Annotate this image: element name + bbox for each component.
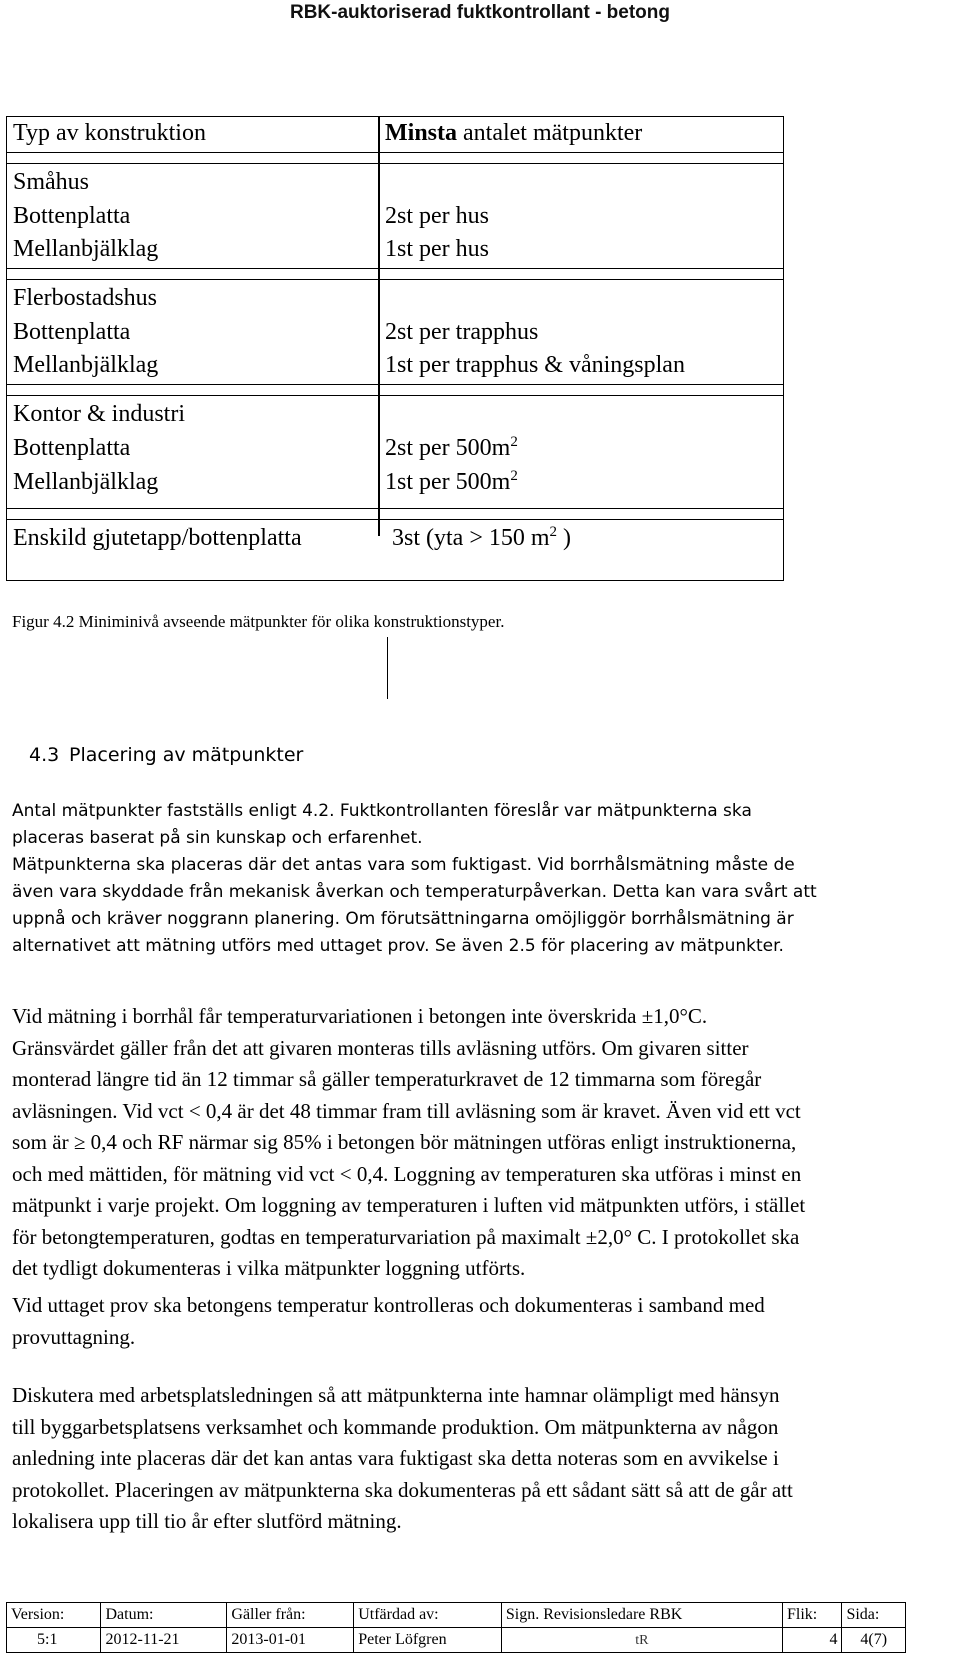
paragraph-line: Antal mätpunkter fastställs enligt 4.2. Fuktkontrollanten föreslår var mätpunkterna ska bbox=[12, 801, 752, 821]
footer-label-tab: Flik: bbox=[782, 1603, 841, 1628]
row-value: 1st per trapphus & våningsplan bbox=[385, 352, 685, 378]
paragraph-line: Vid mätning i borrhål får temperaturvariationen i betongen inte överskrida ±1,0°C. bbox=[12, 1004, 708, 1028]
paragraph-line: uppnå och kräver noggrann planering. Om förutsättningarna omöjliggör borrhålsmätning är bbox=[12, 909, 794, 929]
paragraph-line: Diskutera med arbetsplatsledningen så att mätpunkterna inte hamnar olämpligt med hänsyn bbox=[12, 1383, 780, 1407]
table-row-divider bbox=[6, 268, 784, 269]
paragraph-line: för betongtemperaturen, godtas en temperaturvariation på maximalt ±2,0° C. I protokollet ska bbox=[12, 1224, 800, 1249]
footer-table bbox=[6, 1602, 906, 1653]
paragraph-line: monterad längre tid än 12 timmar så gäller temperaturkravet de 12 timmarna som föregår bbox=[12, 1067, 762, 1091]
table-row-divider bbox=[6, 508, 784, 509]
row-label-mellanbjalklag: Mellanbjälklag bbox=[13, 352, 159, 378]
paragraph-temperature bbox=[12, 1001, 957, 1285]
paragraph-line: och med mättiden, för mätning vid vct < 0,4. Loggning av temperaturen ska utföras i minst en bbox=[12, 1161, 802, 1186]
section-heading bbox=[29, 744, 303, 766]
paragraph-line: lokalisera upp till tio år efter slutförd mätning. bbox=[12, 1509, 402, 1533]
row-value: 2st per trapphus bbox=[385, 319, 539, 345]
table-header-construction-type: Typ av konstruktion bbox=[13, 120, 206, 146]
row-label-mellanbjalklag: Mellanbjälklag bbox=[13, 469, 159, 495]
paragraph-placement bbox=[12, 798, 947, 960]
footer-label-issued-by: Utfärdad av: bbox=[354, 1603, 502, 1628]
footer-label-date: Datum: bbox=[101, 1603, 227, 1628]
paragraph-line: mätpunkt i varje projekt. Om loggning av temperaturen i luften vid mätpunkten utförs, i stället bbox=[12, 1193, 806, 1217]
row-label-bottenplatta: Bottenplatta bbox=[13, 319, 131, 345]
footer-valid-from: 2013-01-01 bbox=[227, 1628, 354, 1653]
table-row-divider bbox=[6, 152, 784, 153]
paragraph-line: även vara skyddade från mekanisk åverkan och temperaturpåverkan. Detta kan vara svårt att bbox=[12, 882, 817, 902]
paragraph-line: protokollet. Placeringen av mätpunkterna ska dokumenteras på ett sådant sätt så att de går att bbox=[12, 1477, 793, 1502]
footer-version: 5:1 bbox=[7, 1628, 101, 1653]
paragraph-line: som är ≥ 0,4 och RF närmar sig 85% i betongen bör mätningen utföras enligt instruktionerna, bbox=[12, 1130, 797, 1154]
section-title: Placering av mätpunkter bbox=[69, 744, 304, 766]
table-row-divider bbox=[6, 279, 784, 280]
paragraph-line: Vid uttaget prov ska betongens temperatur kontrolleras och dokumenteras i samband med bbox=[12, 1293, 765, 1317]
footer-tab: 4 bbox=[782, 1628, 841, 1653]
row-value: 3st (yta > 150 $m^2$ ) bbox=[392, 524, 572, 551]
group-title-flerbostadshus: Flerbostadshus bbox=[13, 285, 157, 311]
row-label-bottenplatta: Bottenplatta bbox=[13, 435, 131, 461]
footer-signature bbox=[501, 1628, 782, 1653]
row-value: 1st per hus bbox=[385, 236, 489, 262]
paragraph-line: till byggarbetsplatsens verksamhet och kommande produktion. Om mätpunkterna av någon bbox=[12, 1414, 779, 1439]
paragraph-line: Gränsvärdet gäller från det att givaren monteras tills avläsning utförs. Om givaren sitter bbox=[12, 1035, 749, 1060]
row-value: 2st per $500m^2$ bbox=[385, 434, 518, 461]
document-header-title: RBK-auktoriserad fuktkontrollant - betong bbox=[289, 2, 670, 23]
row-label-enskild: Enskild gjutetapp/bottenplatta bbox=[13, 525, 302, 551]
footer-issued-by: Peter Löfgren bbox=[354, 1628, 502, 1653]
figure-caption: Figur 4.2 Miniminivå avseende mätpunkter för olika konstruktionstyper. bbox=[12, 612, 505, 631]
row-value: 1st per $500m^2$ bbox=[385, 468, 518, 495]
row-label-mellanbjalklag: Mellanbjälklag bbox=[13, 236, 159, 262]
paragraph-discussion bbox=[12, 1380, 957, 1538]
row-label-bottenplatta: Bottenplatta bbox=[13, 203, 131, 229]
footer-value-row bbox=[7, 1628, 906, 1653]
signature-image: tR bbox=[635, 1633, 649, 1648]
footer-label-valid-from: Gäller från: bbox=[227, 1603, 354, 1628]
footer-label-row bbox=[7, 1603, 906, 1628]
row-value: 2st per hus bbox=[385, 203, 489, 229]
paragraph-line: det tydligt dokumenteras i vilka mätpunkter loggning utförts. bbox=[12, 1256, 526, 1280]
group-title-kontor-industri: Kontor & industri bbox=[13, 401, 185, 427]
table-row-divider bbox=[6, 519, 784, 520]
paragraph-line: anledning inte placeras där det kan antas vara fuktigast ska detta noteras som en avvikelse i bbox=[12, 1446, 779, 1470]
table-header-min-points: Minsta antalet mätpunkter bbox=[385, 120, 643, 146]
paragraph-line: provuttagning. bbox=[12, 1324, 136, 1349]
footer-label-version: Version: bbox=[7, 1603, 101, 1628]
footer-page: 4(7) bbox=[842, 1628, 906, 1653]
paragraph-line: alternativet att mätning utförs med uttaget prov. Se även 2.5 för placering av mätpunkter. bbox=[12, 936, 784, 956]
footer-label-page: Sida: bbox=[842, 1603, 906, 1628]
paragraph-line: avläsningen. Vid vct < 0,4 är det 48 timmar fram till avläsning som är kravet. Även vid ett vct bbox=[12, 1098, 801, 1123]
group-title-smahus: Småhus bbox=[13, 169, 90, 195]
footer-label-signature: Sign. Revisionsledare RBK bbox=[501, 1603, 782, 1628]
table-divider bbox=[378, 117, 380, 536]
table-row-divider bbox=[6, 395, 784, 396]
table-divider bbox=[387, 637, 388, 699]
table-row-divider bbox=[6, 163, 784, 164]
footer-date: 2012-11-21 bbox=[101, 1628, 227, 1653]
paragraph-line: placeras baserat på sin kunskap och erfarenhet. bbox=[12, 828, 423, 848]
paragraph-line: Mätpunkterna ska placeras där det antas vara som fuktigast. Vid borrhålsmätning måste de bbox=[12, 855, 795, 875]
paragraph-sample bbox=[12, 1290, 957, 1353]
section-number: 4.3 bbox=[29, 744, 60, 766]
table-row-divider bbox=[6, 384, 784, 385]
